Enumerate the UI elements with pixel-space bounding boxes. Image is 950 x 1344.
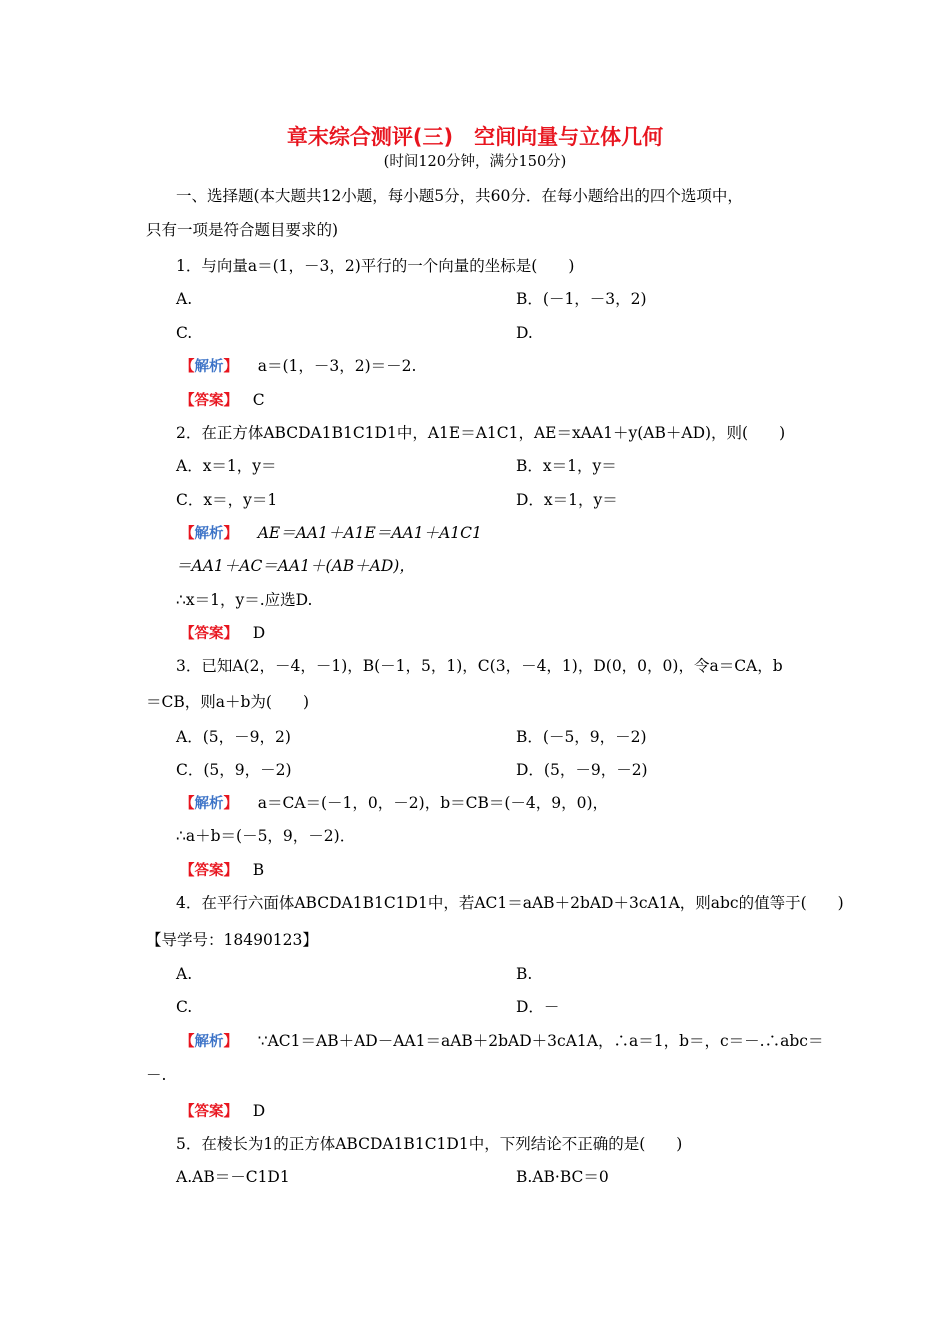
- q4-answer-text: D: [252, 1102, 266, 1120]
- q1-answer-text: C: [252, 391, 265, 409]
- section-intro-line2: 只有一项是符合题目要求的): [146, 221, 339, 239]
- q4-answer: [180, 1101, 265, 1122]
- q2-answer: [180, 623, 265, 644]
- q3-option-c: C．(5，9，－2): [176, 761, 292, 779]
- q2-analysis-line1: AE＝AA1＋A1E＝AA1＋A1C1: [257, 524, 482, 542]
- q2-option-d: D．x＝1，y＝: [516, 491, 618, 509]
- q2-option-c: C．x＝，y＝1: [176, 491, 278, 509]
- q2-answer-text: D: [252, 624, 266, 642]
- q4-guide-number: 【导学号：18490123】: [146, 931, 318, 949]
- section-intro-line1: 一、选择题(本大题共12小题，每小题5分，共60分．在每小题给出的四个选项中，: [176, 187, 743, 205]
- page-title: 章末综合测评(三) 空间向量与立体几何: [286, 125, 664, 149]
- answer-tag: 【答案】: [180, 626, 238, 642]
- q2-option-a: A．x＝1，y＝: [176, 457, 277, 475]
- q1-analysis-text: a＝(1，－3，2)＝－2.: [257, 357, 417, 375]
- q1-option-b: B．(－1，－3，2): [516, 290, 647, 308]
- q2-option-b: B．x＝1，y＝: [516, 457, 617, 475]
- q2-analysis-line2: ＝AA1＋AC＝AA1＋(AB＋AD)，: [176, 557, 415, 575]
- q2-stem: 2．在正方体ABCDA1B1C1D1中，A1E＝A1C1，AE＝xAA1＋y(AB＋AD)，则( ): [176, 424, 786, 442]
- q2-analysis: [180, 523, 482, 544]
- q4-option-d: D．－: [516, 998, 560, 1016]
- q1-option-d: D.: [516, 324, 533, 342]
- q5-stem: 5．在棱长为1的正方体ABCDA1B1C1D1中，下列结论不正确的是( ): [176, 1135, 683, 1153]
- analysis-tag: 【解析】: [180, 526, 238, 542]
- answer-tag: 【答案】: [180, 863, 238, 879]
- q4-option-a: A.: [176, 965, 193, 983]
- q3-analysis: [180, 793, 608, 814]
- q4-option-b: B.: [516, 965, 533, 983]
- q3-analysis-line2: ∴a＋b＝(－5，9，－2)．: [176, 827, 356, 845]
- analysis-tag: 【解析】: [180, 359, 238, 375]
- q3-option-d: D．(5，－9，－2): [516, 761, 648, 779]
- q1-stem: 1．与向量a＝(1，－3，2)平行的一个向量的坐标是( ): [176, 257, 575, 275]
- q4-analysis-line1: ∵AC1＝AB＋AD－AA1＝aAB＋2bAD＋3cA1A，∴a＝1，b＝，c＝－.∴abc＝: [257, 1032, 824, 1050]
- q3-stem-line1: 3．已知A(2，－4，－1)，B(－1，5，1)，C(3，－4，1)，D(0，0，0)，令a＝CA，b: [176, 657, 783, 675]
- q4-stem: 4．在平行六面体ABCDA1B1C1D1中，若AC1＝aAB＋2bAD＋3cA1A，则abc的值等于( ): [176, 894, 844, 912]
- answer-tag: 【答案】: [180, 393, 238, 409]
- analysis-tag: 【解析】: [180, 1034, 238, 1050]
- q3-option-b: B．(－5，9，－2): [516, 728, 647, 746]
- q4-analysis: [180, 1031, 823, 1052]
- q4-analysis-line2: －.: [146, 1066, 167, 1084]
- q1-option-c: C.: [176, 324, 193, 342]
- q3-answer-text: B: [252, 861, 265, 879]
- q1-answer: [180, 390, 265, 411]
- q1-analysis: [180, 356, 416, 377]
- q2-analysis-line3: ∴x＝1，y＝.应选D.: [176, 591, 313, 609]
- q3-answer: [180, 860, 264, 881]
- analysis-tag: 【解析】: [180, 796, 238, 812]
- q3-analysis-line1: a＝CA＝(－1，0，－2)，b＝CB＝(－4，9，0)，: [257, 794, 609, 812]
- q5-option-b: B.AB·BC＝0: [516, 1168, 609, 1186]
- q4-option-c: C.: [176, 998, 193, 1016]
- q3-stem-line2: ＝CB，则a＋b为( ): [146, 693, 310, 711]
- answer-tag: 【答案】: [180, 1104, 238, 1120]
- q3-option-a: A．(5，－9，2): [176, 728, 291, 746]
- page-subtitle: (时间120分钟，满分150分): [383, 154, 567, 170]
- q1-option-a: A.: [176, 290, 193, 308]
- q5-option-a: A.AB＝－C1D1: [176, 1168, 290, 1186]
